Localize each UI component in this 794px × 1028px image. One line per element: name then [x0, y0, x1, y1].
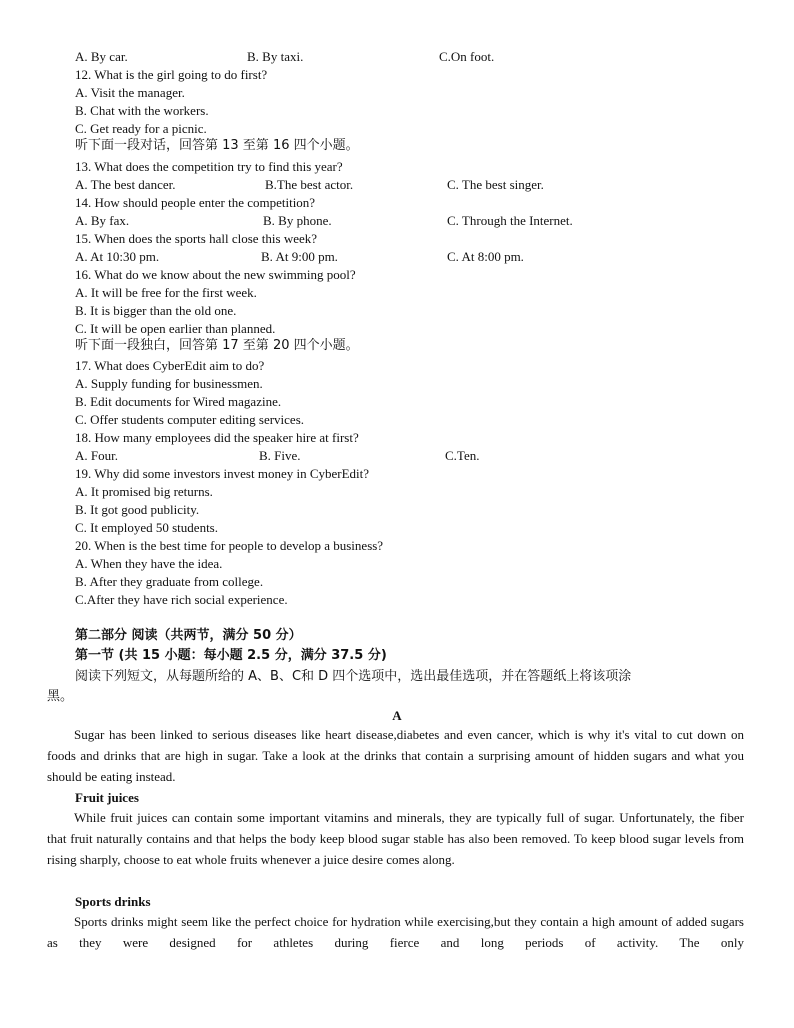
q12-option-b: B. Chat with the workers. [75, 103, 209, 118]
q16-option-a: A. It will be free for the first week. [75, 285, 257, 300]
passage-sports-text: Sports drinks might seem like the perfect choice for hydration while exercising,but they contain a high amount of added sugars as they were designed for athletes during fierce and long periods of activity. The only [47, 914, 744, 950]
passage-intro-text: Sugar has been linked to serious diseases like heart disease,diabetes and even cancer, which is why it's vital to cut down on foods and drinks that are high in sugar. Take a look at the drinks that contain a surprising amount of hidden sugars and what you should be eating instead. [47, 727, 744, 784]
q20-option-c: C.After they have rich social experience. [75, 592, 288, 607]
q13-option-a: A. The best dancer. [75, 177, 176, 192]
passage-sports [47, 912, 744, 954]
section-dialogue-13-16: 听下面一段对话，回答第 13 至第 16 四个小题。 [75, 138, 359, 153]
q12-option-c: C. Get ready for a picnic. [75, 121, 207, 136]
q11-option-b: B. By taxi. [247, 49, 304, 64]
passage-fruit-text: While fruit juices can contain some important vitamins and minerals, they are typically full of sugar. Unfortunately, the fiber that fruit naturally contains and that helps the body keep blood sugar stable has also been removed. To keep blood sugar levels from rising sharply, choose to eat whole fruits whenever a juice desire comes along. [47, 810, 744, 867]
q11-option-c: C.On foot. [439, 49, 495, 64]
q16-option-b: B. It is bigger than the old one. [75, 303, 237, 318]
q12-option-a: A. Visit the manager. [75, 85, 185, 100]
instruction-line-2: 黑。 [47, 689, 74, 704]
q14-option-b: B. By phone. [263, 213, 332, 228]
section-monologue-17-20: 听下面一段独白，回答第 17 至第 20 四个小题。 [75, 338, 359, 353]
q17-question: 17. What does CyberEdit aim to do? [75, 358, 265, 373]
q20-option-a: A. When they have the idea. [75, 556, 223, 571]
q13-option-b: B.The best actor. [265, 177, 354, 192]
instruction-line-1: 阅读下列短文，从每题所给的 A、B、C和 D 四个选项中，选出最佳选项，并在答题纸上将该项涂 [75, 669, 632, 684]
q20-question: 20. When is the best time for people to develop a business? [75, 538, 384, 553]
passage-intro [47, 725, 744, 787]
q14-option-a: A. By fax. [75, 213, 130, 228]
q15-option-c: C. At 8:00 pm. [447, 249, 524, 264]
q18-question: 18. How many employees did the speaker hire at first? [75, 430, 359, 445]
q13-option-c: C. The best singer. [447, 177, 544, 192]
q18-option-a: A. Four. [75, 448, 118, 463]
passage-label: A [392, 708, 402, 723]
q17-option-a: A. Supply funding for businessmen. [75, 376, 263, 391]
q19-option-c: C. It employed 50 students. [75, 520, 218, 535]
q14-option-c: C. Through the Internet. [447, 213, 573, 228]
heading-sports-drinks: Sports drinks [75, 894, 151, 909]
q15-option-b: B. At 9:00 pm. [261, 249, 338, 264]
q18-option-b: B. Five. [259, 448, 301, 463]
q17-option-b: B. Edit documents for Wired magazine. [75, 394, 282, 409]
q16-question: 16. What do we know about the new swimming pool? [75, 267, 356, 282]
q18-option-c: C.Ten. [445, 448, 480, 463]
q19-option-b: B. It got good publicity. [75, 502, 200, 517]
passage-fruit [47, 808, 744, 870]
q12-question: 12. What is the girl going to do first? [75, 67, 268, 82]
q11-option-a: A. By car. [75, 49, 128, 64]
heading-fruit-juices: Fruit juices [75, 790, 139, 805]
q20-option-b: B. After they graduate from college. [75, 574, 264, 589]
q14-question: 14. How should people enter the competition? [75, 195, 316, 210]
q19-question: 19. Why did some investors invest money in CyberEdit? [75, 466, 370, 481]
part2-title: 第二部分 阅读（共两节，满分 50 分） [75, 628, 302, 643]
section1-title: 第一节 (共 15 小题：每小题 2.5 分，满分 37.5 分) [75, 648, 387, 663]
q16-option-c: C. It will be open earlier than planned. [75, 321, 276, 336]
q15-option-a: A. At 10:30 pm. [75, 249, 160, 264]
q17-option-c: C. Offer students computer editing services. [75, 412, 305, 427]
q19-option-a: A. It promised big returns. [75, 484, 213, 499]
q15-question: 15. When does the sports hall close this week? [75, 231, 318, 246]
q13-question: 13. What does the competition try to find this year? [75, 159, 343, 174]
